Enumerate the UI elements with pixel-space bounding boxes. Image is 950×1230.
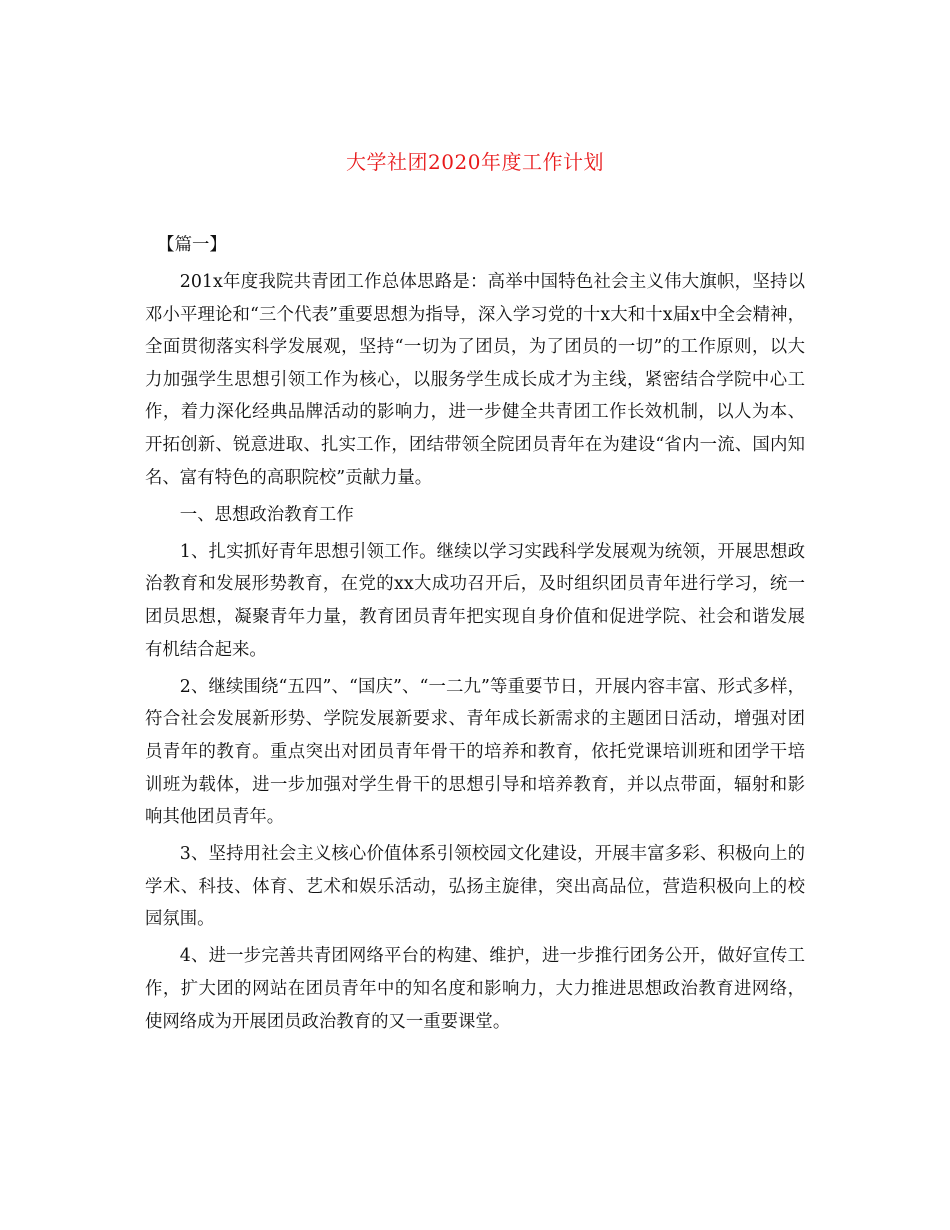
paragraph-intro: 201x年度我院共青团工作总体思路是：高举中国特色社会主义伟大旗帜，坚持以邓小平理论和“三个代表”重要思想为指导，深入学习党的十x大和十x届x中全会精神，全面贯彻落实科学发展观，坚持“一切为了团员，为了团员的一切”的工作原则，以大力加强学生思想引领工作为核心，以服务学生成长成才为主线，紧密结合学院中心工作，着力深化经典品牌活动的影响力，进一步健全共青团工作长效机制，以人为本、开拓创新、锐意进取、扎实工作，团结带领全院团员青年在为建设“省内一流、国内知名、富有特色的高职院校”贡献力量。 <box>145 272 805 488</box>
heading-political-education: 一、思想政治教育工作 <box>179 504 354 525</box>
document-title: 大学社团2020年度工作计划 <box>346 150 604 174</box>
paragraph-item-1: 1、扎实抓好青年思想引领工作。继续以学习实践科学发展观为统领，开展思想政治教育和发展形势教育，在党的xx大成功召开后，及时组织团员青年进行学习，统一团员思想，凝聚青年力量，教育团员青年把实现自身价值和促进学院、社会和谐发展有机结合起来。 <box>145 541 805 660</box>
paragraph-item-2: 2、继续围绕“五四”、“国庆”、“一二九”等重要节日，开展内容丰富、形式多样，符合社会发展新形势、学院发展新要求、青年成长新需求的主题团日活动，增强对团员青年的教育。重点突出对团员青年骨干的培养和教育，依托党课培训班和团学干培训班为载体，进一步加强对学生骨干的思想引导和培养教育，并以点带面，辐射和影响其他团员青年。 <box>145 676 805 828</box>
document-body <box>145 229 805 1043</box>
section-label: 【篇一】 <box>157 235 227 255</box>
paragraph-item-4: 4、进一步完善共青团网络平台的构建、维护，进一步推行团务公开，做好宣传工作，扩大团的网站在团员青年中的知名度和影响力，大力推进思想政治教育进网络，使网络成为开展团员政治教育的又一重要课堂。 <box>145 946 805 1032</box>
paragraph-item-3: 3、坚持用社会主义核心价值体系引领校园文化建设，开展丰富多彩、积极向上的学术、科技、体育、艺术和娱乐活动，弘扬主旋律，突出高品位，营造积极向上的校园氛围。 <box>145 844 805 930</box>
